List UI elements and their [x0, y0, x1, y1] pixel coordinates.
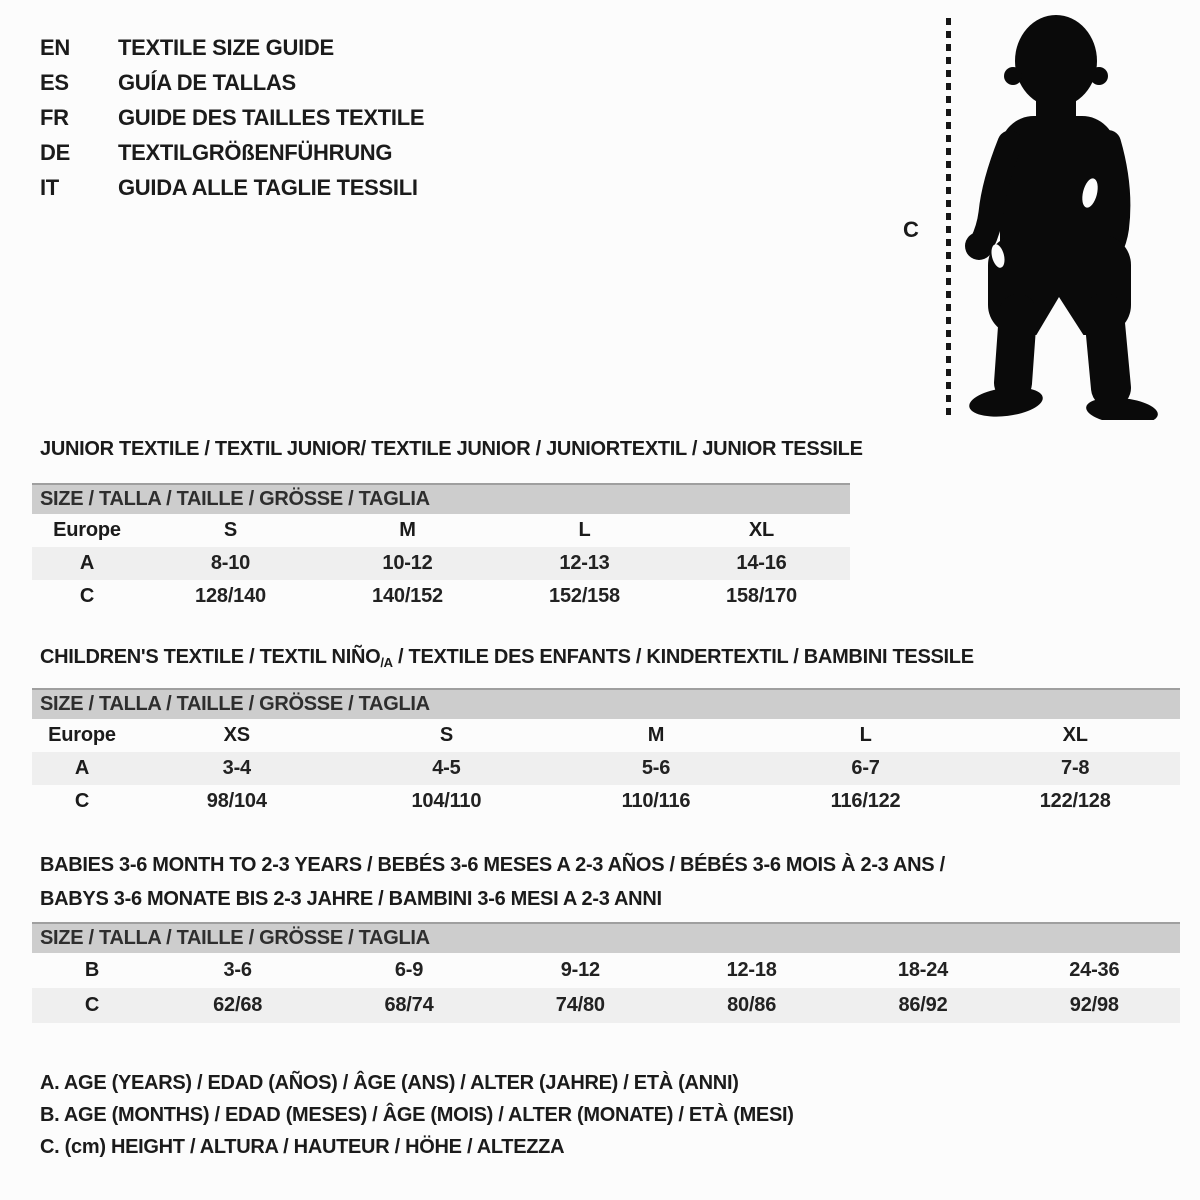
row-label: B: [84, 959, 100, 981]
children-age-row: [32, 752, 1180, 785]
height-cell: 140/152: [372, 585, 443, 607]
legend-line-c: C. (cm) HEIGHT / ALTURA / HAUTEUR / HÖHE / ALTEZZA: [40, 1136, 565, 1158]
toddler-silhouette-icon: [958, 13, 1160, 420]
height-cell: 152/158: [549, 585, 620, 607]
size-cell: S: [223, 519, 238, 541]
children-size-table: [32, 719, 1180, 818]
language-row-fr: [40, 100, 424, 135]
babies-section-title-line1: BABIES 3-6 MONTH TO 2-3 YEARS / BEBÉS 3-6 MESES A 2-3 AÑOS / BÉBÉS 3-6 MOIS À 2-3 ANS /: [40, 854, 945, 876]
children-europe-row: [32, 719, 1180, 752]
height-cell: 74/80: [555, 994, 605, 1016]
size-cell: M: [399, 519, 416, 541]
language-row-en: [40, 30, 424, 65]
height-cell: 80/86: [727, 994, 777, 1016]
language-code: ES: [40, 69, 69, 95]
children-size-header: SIZE / TALLA / TAILLE / GRÖSSE / TAGLIA: [32, 688, 1180, 719]
months-cell: 12-18: [726, 959, 777, 981]
junior-europe-row: [32, 514, 850, 547]
children-title-subscript: /A: [380, 655, 393, 670]
babies-section-title-line2: BABYS 3-6 MONATE BIS 2-3 JAHRE / BAMBINI 3-6 MESI A 2-3 ANNI: [40, 888, 662, 910]
language-title: GUÍA DE TALLAS: [118, 69, 296, 95]
measure-legend: [40, 1072, 794, 1168]
size-cell: XL: [1062, 724, 1088, 746]
junior-age-row: [32, 547, 850, 580]
babies-size-table: [32, 953, 1180, 1023]
language-title: GUIDA ALLE TAGLIE TESSILI: [118, 174, 418, 200]
children-section-title: [40, 645, 974, 675]
size-cell: L: [859, 724, 872, 746]
months-cell: 3-6: [223, 959, 252, 981]
age-cell: 7-8: [1061, 757, 1090, 779]
height-cell: 62/68: [213, 994, 263, 1016]
babies-months-row: [32, 953, 1180, 988]
height-cell: 116/122: [830, 790, 901, 812]
age-cell: 4-5: [432, 757, 461, 779]
height-cell: 128/140: [195, 585, 266, 607]
language-code: IT: [40, 174, 59, 200]
height-cell: 110/116: [621, 790, 691, 812]
months-cell: 6-9: [394, 959, 424, 981]
height-cell: 122/128: [1039, 790, 1111, 812]
language-title: TEXTILGRÖßENFÜHRUNG: [118, 139, 393, 165]
babies-size-header: SIZE / TALLA / TAILLE / GRÖSSE / TAGLIA: [32, 922, 1180, 953]
babies-height-row: [32, 988, 1180, 1023]
age-cell: 14-16: [736, 552, 787, 574]
children-title-prefix: CHILDREN'S TEXTILE / TEXTIL NIÑO: [40, 646, 381, 668]
height-cell: 86/92: [898, 994, 948, 1016]
legend-line-a: A. AGE (YEARS) / EDAD (AÑOS) / ÂGE (ANS) / ALTER (JAHRE) / ETÀ (ANNI): [40, 1072, 739, 1094]
language-title: GUIDE DES TAILLES TEXTILE: [118, 104, 425, 130]
row-label: Europe: [48, 724, 116, 746]
age-cell: 3-4: [222, 757, 251, 779]
row-label: C: [84, 994, 100, 1016]
age-cell: 5-6: [641, 757, 671, 779]
language-title: TEXTILE SIZE GUIDE: [118, 34, 334, 60]
age-cell: 12-13: [559, 552, 610, 574]
language-code: FR: [40, 104, 69, 130]
row-label: C: [79, 585, 95, 607]
size-cell: S: [439, 724, 453, 746]
legend-line-b: B. AGE (MONTHS) / EDAD (MESES) / ÂGE (MOIS) / ALTER (MONATE) / ETÀ (MESI): [40, 1104, 794, 1126]
height-cell: 92/98: [1069, 994, 1119, 1016]
size-cell: M: [647, 724, 665, 746]
language-row-it: [40, 170, 424, 205]
size-cell: XL: [748, 519, 775, 541]
row-label: Europe: [53, 519, 121, 541]
language-code: DE: [40, 139, 70, 165]
junior-section-title: JUNIOR TEXTILE / TEXTIL JUNIOR/ TEXTILE JUNIOR / JUNIORTEXTIL / JUNIOR TESSILE: [40, 438, 863, 460]
junior-size-table: [32, 514, 850, 613]
height-measure-dashed-line: [946, 18, 951, 418]
height-cell: 158/170: [726, 585, 797, 607]
age-cell: 10-12: [382, 552, 433, 574]
children-height-row: [32, 785, 1180, 818]
junior-height-row: [32, 580, 850, 613]
row-label: C: [74, 790, 90, 812]
language-title-list: [40, 30, 424, 205]
age-cell: 8-10: [210, 552, 251, 574]
months-cell: 24-36: [1069, 959, 1120, 981]
size-cell: XS: [223, 724, 250, 746]
months-cell: 18-24: [897, 959, 949, 981]
age-cell: 6-7: [851, 757, 880, 779]
junior-size-header: SIZE / TALLA / TAILLE / GRÖSSE / TAGLIA: [32, 483, 850, 514]
height-cell: 98/104: [206, 790, 267, 812]
language-code: EN: [40, 34, 70, 60]
row-label: A: [79, 552, 95, 574]
language-row-es: [40, 65, 424, 100]
height-cell: 68/74: [384, 994, 434, 1016]
children-title-suffix: / TEXTILE DES ENFANTS / KINDERTEXTIL / BAMBINI TESSILE: [392, 646, 974, 668]
row-label: A: [74, 757, 90, 779]
size-cell: L: [578, 519, 591, 541]
language-row-de: [40, 135, 424, 170]
months-cell: 9-12: [560, 959, 600, 981]
height-cell: 104/110: [411, 790, 482, 812]
height-measure-label: C: [903, 217, 919, 242]
